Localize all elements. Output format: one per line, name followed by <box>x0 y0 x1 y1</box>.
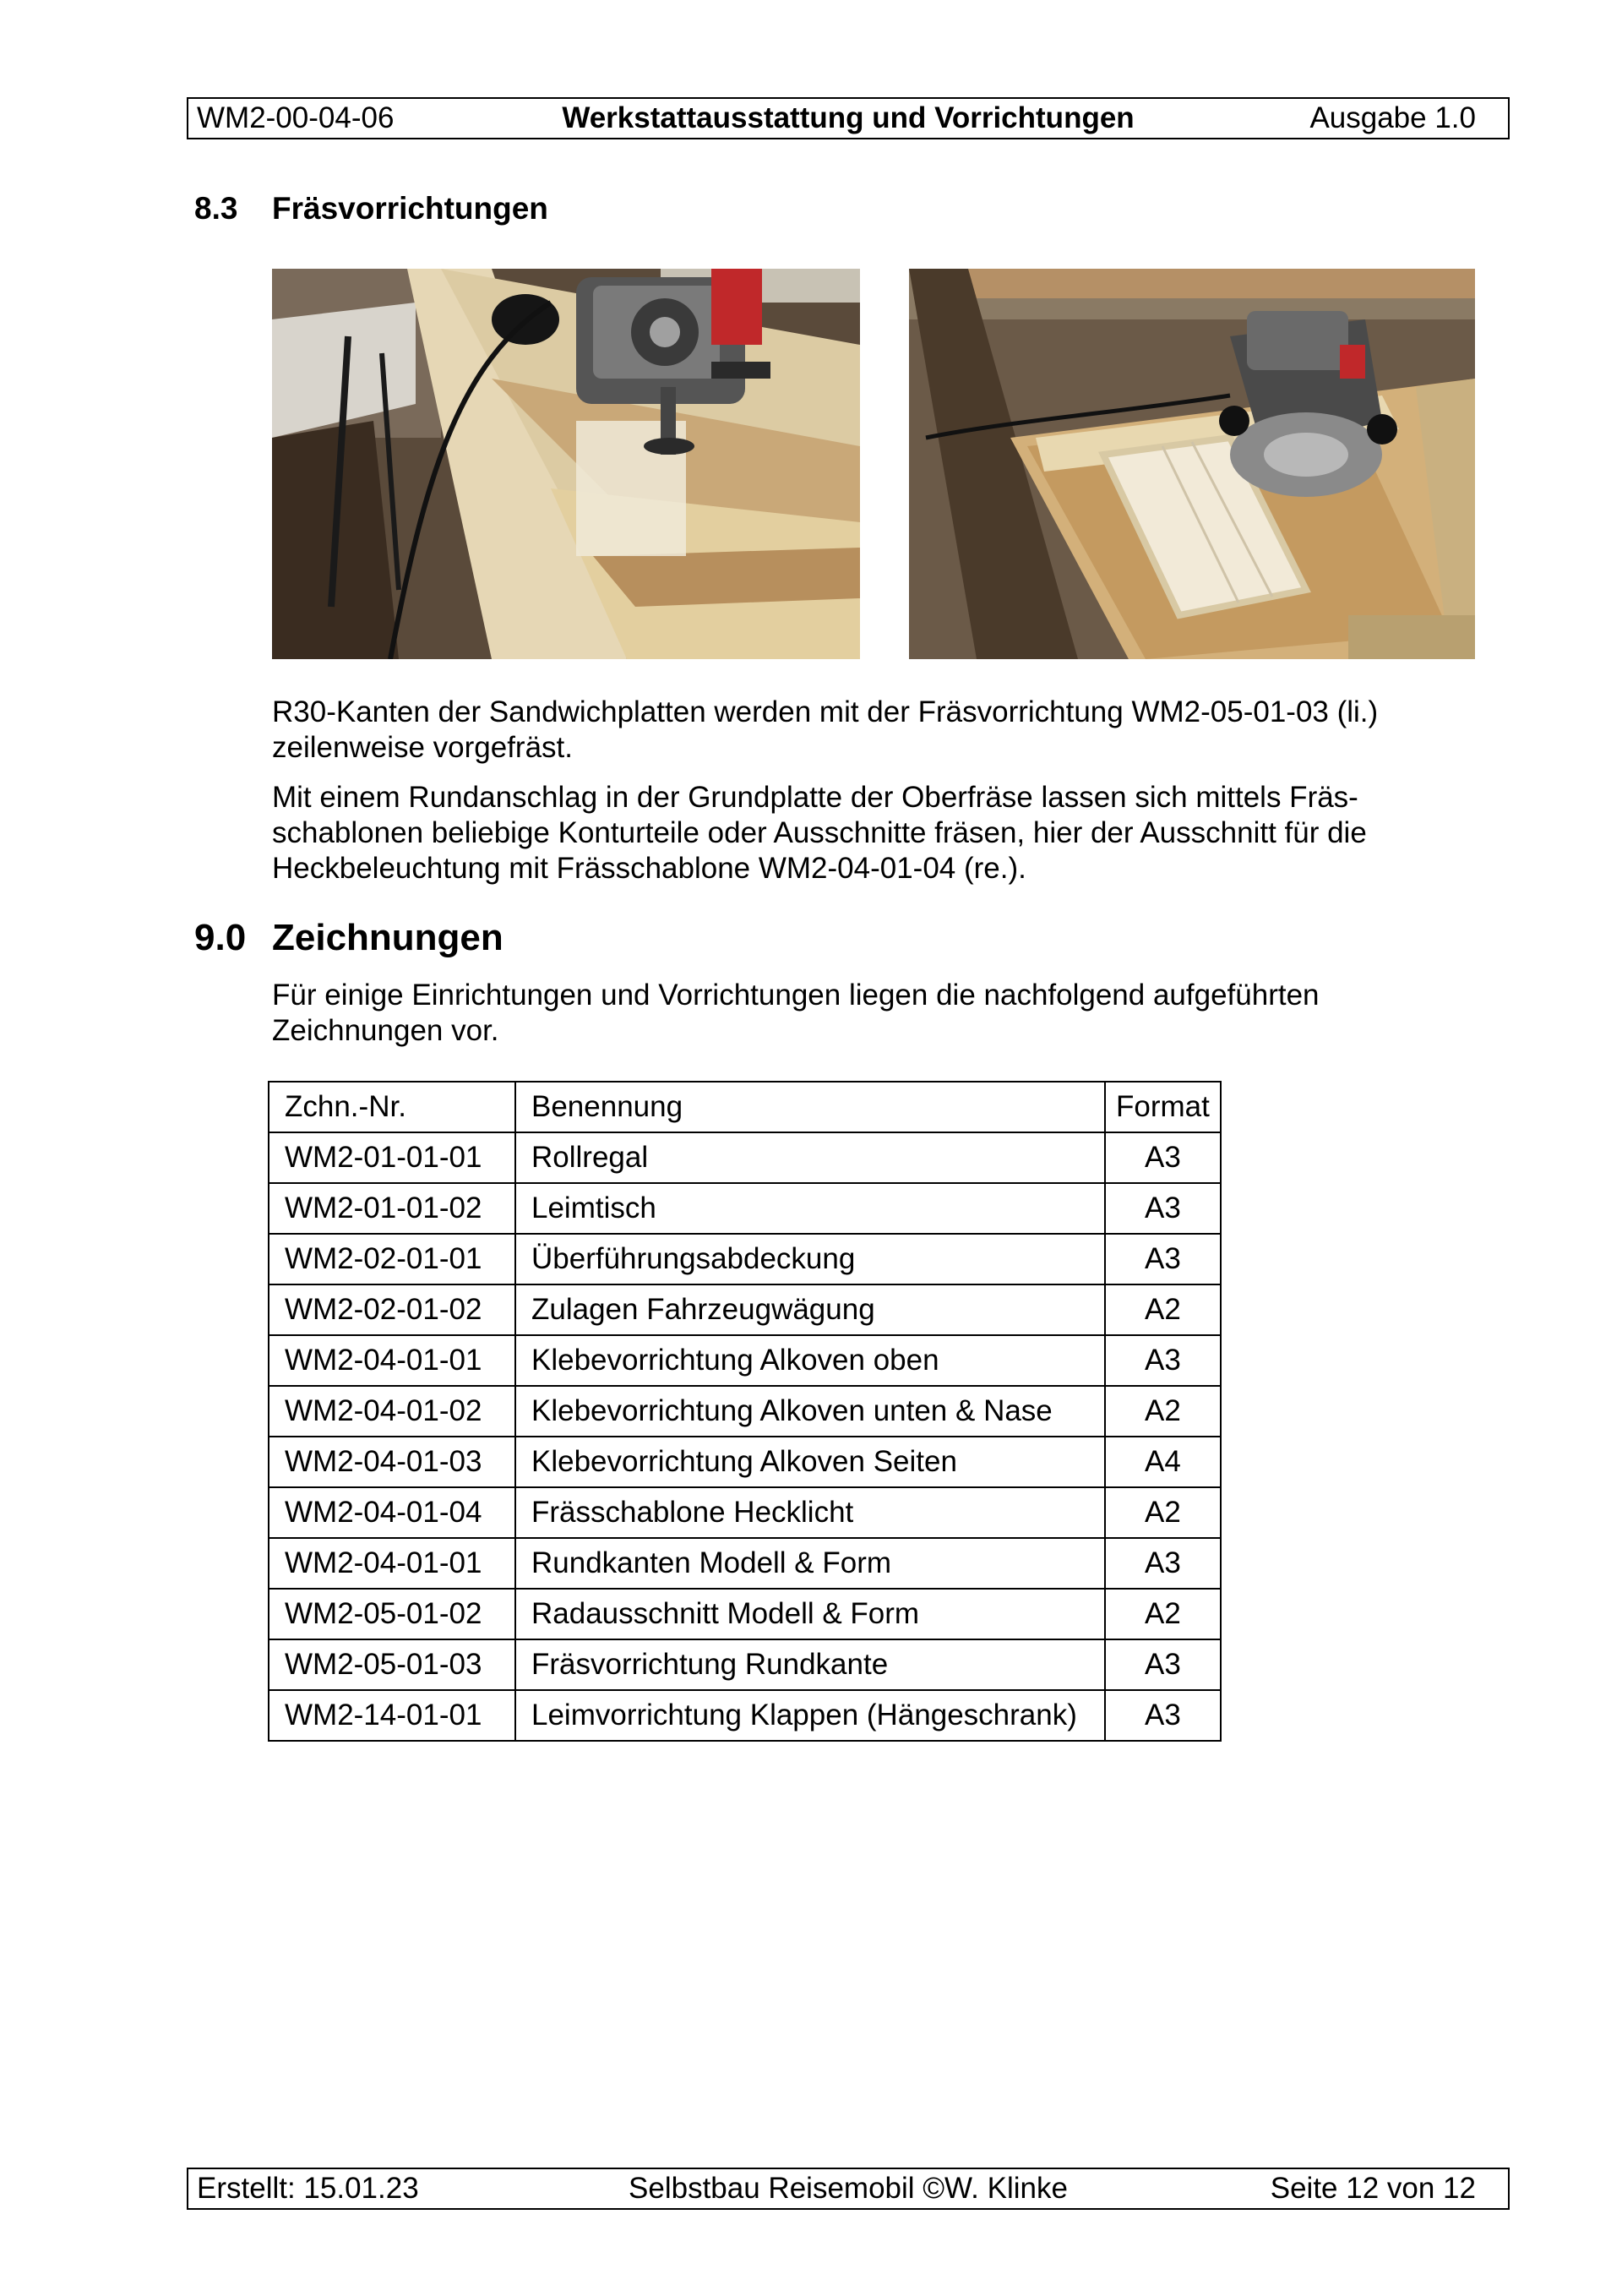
section-8-3-paragraph-1: R30-Kanten der Sandwichplatten werden mit der Fräsvorrichtung WM2-05-01-03 (li.) zeilenweise vorgefräst. <box>272 695 1379 764</box>
drawing-format-cell: A2 <box>1105 1487 1221 1538</box>
drawing-format-cell: A3 <box>1105 1234 1221 1284</box>
drawing-number-cell: WM2-01-01-01 <box>269 1132 515 1183</box>
drawing-name-cell: Fräsvorrichtung Rundkante <box>515 1639 1105 1690</box>
table-row <box>269 1538 1221 1589</box>
drawing-number-cell: WM2-01-01-02 <box>269 1183 515 1234</box>
header-title: Werkstattausstattung und Vorrichtungen <box>562 101 1135 134</box>
table-row <box>269 1183 1221 1234</box>
section-8-3-number: 8.3 <box>194 191 238 226</box>
table-row <box>269 1437 1221 1487</box>
drawing-number-cell: WM2-04-01-03 <box>269 1437 515 1487</box>
drawing-name-cell: Rollregal <box>515 1132 1105 1183</box>
footer-created: Erstellt: 15.01.23 <box>197 2172 419 2205</box>
drawing-format-cell: A2 <box>1105 1589 1221 1639</box>
drawing-number-cell: WM2-05-01-02 <box>269 1589 515 1639</box>
drawing-format-cell: A2 <box>1105 1386 1221 1437</box>
drawing-number-cell: WM2-04-01-02 <box>269 1386 515 1437</box>
drawing-name-cell: Überführungsabdeckung <box>515 1234 1105 1284</box>
section-9-0-heading <box>194 917 503 959</box>
section-9-0-number: 9.0 <box>194 917 247 958</box>
drawing-name-cell: Leimvorrichtung Klappen (Hängeschrank) <box>515 1690 1105 1741</box>
drawing-format-cell: A3 <box>1105 1132 1221 1183</box>
drawing-format-cell: A3 <box>1105 1639 1221 1690</box>
footer-page-number: Seite 12 von 12 <box>1270 2172 1476 2205</box>
table-header-cell: Format <box>1105 1082 1221 1132</box>
drawings-table <box>268 1081 1222 1742</box>
drawing-name-cell: Rundkanten Modell & Form <box>515 1538 1105 1589</box>
section-8-3-paragraph-2: Mit einem Rundanschlag in der Grundplatte der Oberfräse lassen sich mittels Fräs-schablonen beliebige Konturteile oder Ausschnitte fräsen, hier der Ausschnitt für die Heckbeleuchtung mit Frässchablone WM2-04-01-04 (re.). <box>272 781 1367 885</box>
drawing-name-cell: Klebevorrichtung Alkoven oben <box>515 1335 1105 1386</box>
drawing-format-cell: A2 <box>1105 1284 1221 1335</box>
section-9-0-intro: Für einige Einrichtungen und Vorrichtungen liegen die nachfolgend aufgeführten Zeichnungen vor. <box>272 979 1320 1047</box>
drawing-format-cell: A4 <box>1105 1437 1221 1487</box>
drawing-format-cell: A3 <box>1105 1183 1221 1234</box>
drawing-number-cell: WM2-02-01-02 <box>269 1284 515 1335</box>
footer-author: Selbstbau Reisemobil ©W. Klinke <box>629 2172 1068 2205</box>
header-doc-id: WM2-00-04-06 <box>197 101 395 134</box>
page-header <box>187 97 1510 139</box>
drawing-name-cell: Radausschnitt Modell & Form <box>515 1589 1105 1639</box>
drawing-number-cell: WM2-14-01-01 <box>269 1690 515 1741</box>
drawing-number-cell: WM2-02-01-01 <box>269 1234 515 1284</box>
header-edition: Ausgabe 1.0 <box>1309 101 1476 134</box>
drawing-name-cell: Zulagen Fahrzeugwägung <box>515 1284 1105 1335</box>
section-9-0-title: Zeichnungen <box>272 917 503 958</box>
photo-template-router-right <box>909 269 1475 659</box>
table-row <box>269 1589 1221 1639</box>
drawing-name-cell: Leimtisch <box>515 1183 1105 1234</box>
drawing-number-cell: WM2-04-01-01 <box>269 1335 515 1386</box>
drawing-name-cell: Frässchablone Hecklicht <box>515 1487 1105 1538</box>
drawing-number-cell: WM2-04-01-04 <box>269 1487 515 1538</box>
table-header-cell: Zchn.-Nr. <box>269 1082 515 1132</box>
table-row <box>269 1284 1221 1335</box>
table-row <box>269 1690 1221 1741</box>
drawing-format-cell: A3 <box>1105 1690 1221 1741</box>
photo-milling-jig-left <box>272 269 860 659</box>
drawing-name-cell: Klebevorrichtung Alkoven unten & Nase <box>515 1386 1105 1437</box>
drawing-number-cell: WM2-04-01-01 <box>269 1538 515 1589</box>
drawing-number-cell: WM2-05-01-03 <box>269 1639 515 1690</box>
drawing-format-cell: A3 <box>1105 1538 1221 1589</box>
section-8-3-title: Fräsvorrichtungen <box>272 191 548 226</box>
table-row <box>269 1487 1221 1538</box>
page-footer <box>187 2168 1510 2210</box>
table-header-cell: Benennung <box>515 1082 1105 1132</box>
table-row <box>269 1132 1221 1183</box>
table-header-row <box>269 1082 1221 1132</box>
drawing-format-cell: A3 <box>1105 1335 1221 1386</box>
drawing-name-cell: Klebevorrichtung Alkoven Seiten <box>515 1437 1105 1487</box>
table-row <box>269 1639 1221 1690</box>
table-row <box>269 1386 1221 1437</box>
section-8-3-heading <box>194 191 548 226</box>
table-row <box>269 1335 1221 1386</box>
table-row <box>269 1234 1221 1284</box>
